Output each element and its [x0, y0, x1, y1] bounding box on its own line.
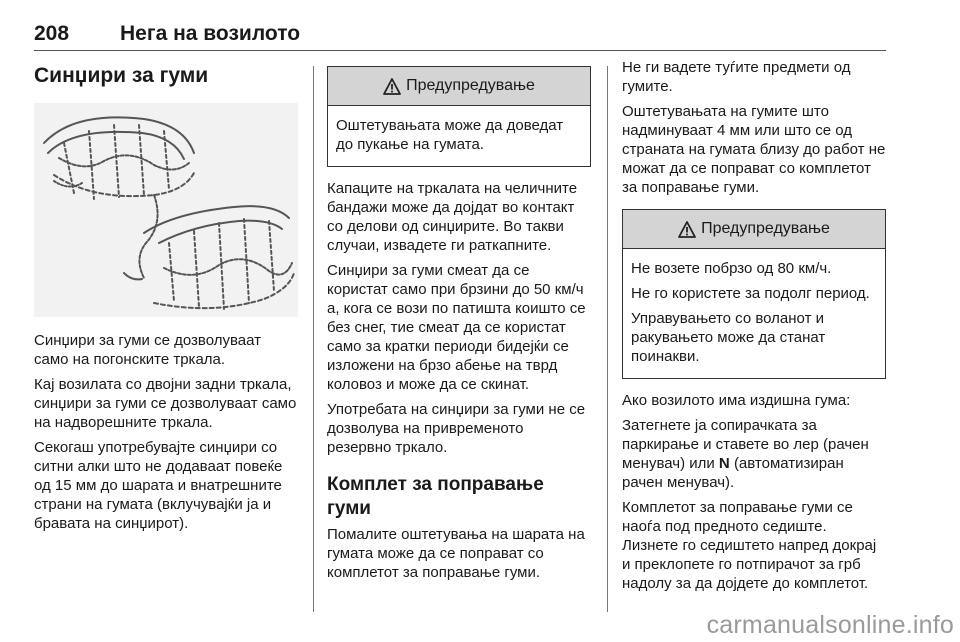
column-divider-1: [313, 66, 314, 612]
paragraph-foreign-objects: Не ги вадете туѓите предмети од гумите.: [622, 59, 851, 95]
paragraph-fine-link-chains: Секогаш употребувајте синџири со ситни алки што не додаваат повеќе од 15 мм до шарата и внатрешните страни на гумата (вклучувајќи ја и бравата на синџирот).: [34, 439, 283, 532]
section-title-repair-kit: Комплет за поправање гуми: [327, 474, 544, 519]
tyre-chains-illustration-icon: [34, 103, 298, 317]
warning-line-speed: Не возете побрзо од 80 км/ч.: [631, 260, 832, 277]
watermark: carmanualsonline.info: [706, 611, 954, 639]
warning-heading-label: Предупредување: [701, 220, 830, 237]
warning-box-damage: [327, 66, 591, 167]
section-title-tyre-chains: Синџири за гуми: [34, 64, 209, 87]
warning-heading-label: Предупредување: [406, 77, 535, 94]
warning-line-handling: Управувањето со воланот и ракувањето може да станат поинакви.: [631, 310, 826, 365]
warning-heading: [328, 67, 590, 106]
paragraph-flat-tyre: Ако возилото има издишна гума:: [622, 392, 851, 409]
chapter-title: Нега на возилото: [120, 22, 301, 45]
paragraph-hubcaps: Капаците на тркалата на челичните бандажи може да дојдат во контакт со делови од синџирите. Во такви случаи, извадете ги раткапните.: [327, 180, 578, 254]
parking-brake-text-1: Затегнете ја сопирачката за паркирање и ставете во лер (рачен менувач) или: [622, 417, 869, 472]
paragraph-drive-wheels: Синџири за гуми се дозволуваат само на погонските тркала.: [34, 332, 261, 368]
warning-heading: [623, 210, 885, 249]
warning-triangle-icon: [678, 221, 696, 238]
header-divider: [34, 50, 886, 51]
page-number: 208: [34, 22, 70, 45]
paragraph-repair-kit-intro: Помалите оштетувања на шарата на гумата може да се поправат со комплетот за поправање гуми.: [327, 526, 585, 581]
page-header: [34, 22, 886, 50]
column-right: [622, 58, 886, 599]
column-middle: [327, 66, 591, 588]
warning-box-speed: [622, 209, 886, 379]
warning-text: Оштетувањата може да доведат до пукање на гумата.: [336, 117, 564, 153]
paragraph-speed-limit: Синџири за гуми смеат да се користат само при брзини до 50 км/ч а, кога се вози по патишта коишто се без снег, тие смеат да се користат само за кратки периоди бидејќи се изложени на брзо абење на тврд коловоз и може да се скинат.: [327, 262, 586, 393]
column-divider-2: [607, 66, 608, 612]
paragraph-parking-brake: [622, 416, 886, 492]
parking-brake-text-2: (автоматизиран рачен менувач).: [622, 455, 844, 491]
gear-n-label: N: [718, 455, 730, 472]
paragraph-damage-limits: Оштетувањата на гумите што надминуваат 4 мм или што се од страната на гумата близу до работ не можат да се поправат со комплетот за поправање гуми.: [622, 103, 886, 196]
warning-triangle-icon: [383, 78, 401, 95]
paragraph-spare-wheel: Употребата на синџири за гуми не се дозволува на привременото резервно тркало.: [327, 401, 586, 456]
warning-line-duration: Не го користете за подолг период.: [631, 285, 870, 302]
paragraph-dual-wheels: Кај возилата со двојни задни тркала, синџири за гуми се дозволуваат само на надворешните тркала.: [34, 376, 297, 431]
column-left: [34, 58, 298, 539]
paragraph-kit-location: Комплетот за поправање гуми се наоѓа под предното седиште. Лизнете го седиштето напред докрај и преклопете го потпирачот за грб надолу за да дојдете до комплетот.: [622, 499, 877, 592]
